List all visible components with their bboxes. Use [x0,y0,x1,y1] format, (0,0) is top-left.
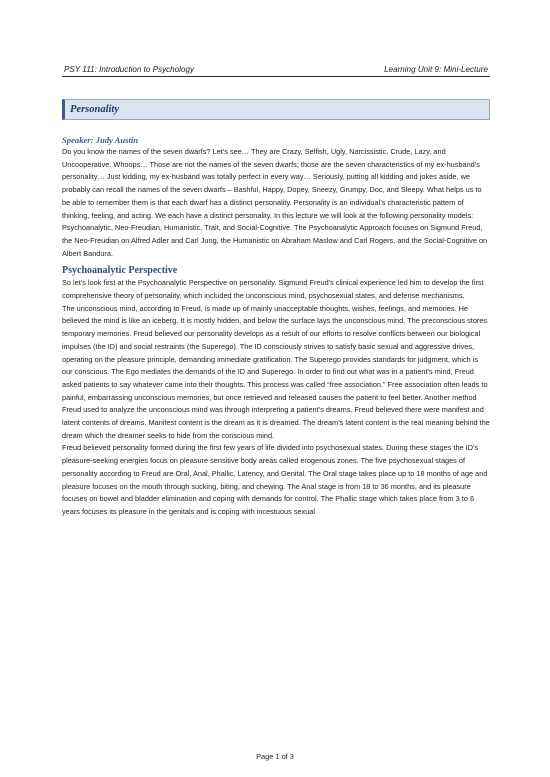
body-paragraph: Freud believed personality formed during the first few years of life divided into psychosexual states. During these stages the ID’s pleasure-seeking energies focus on pleasure sensitive body areas called erogenous zones. The five psychosexual stages of personality according to Freud are Oral, Anal, Phallic, Latency, and Genital. The Oral stage takes place up to 18 months of age and pleasure focuses on the mouth through sucking, biting, and chewing. The Anal stage is from 18 to 36 months, and its pleasure focuses on bowel and bladder elimination and coping with demands for control. The Phallic stage which takes place from 3 to 6 years focuses its pleasure in the genitals and is coping with incestuous sexual [62,443,488,516]
speaker-line: Speaker: Judy Austin [62,135,139,145]
body-paragraph: So let’s look first at the Psychoanalytic Perspective on personality. Sigmund Freud’s clinical experience led him to develop the first comprehensive theory of personality, which included the unconscious mind, psychosexual states, and defense mechanisms. [62,278,484,301]
running-header [62,64,490,77]
intro-paragraph: Do you know the names of the seven dwarfs? Let’s see… They are Crazy, Selfish, Ugly, Narcissistic, Crude, Lazy, and Uncooperative. Whoops… Those are not the names of the seven dwarfs; those are the seven characteristics of my ex-husband’s personality… Just kidding, my ex-husband was totally perfect in every way… Seriously, putting all kidding and jokes aside, we probably can recall the names of the seven dwarfs – Bashful, Happy, Dopey, Sneezy, Grumpy, Doc, and Sleepy. What helps us to be able to remember them is that each dwarf has a distinct personality. Personality is an individual’s characteristic pattern of thinking, feeling, and acting. We each have a distinct personality. In this lecture we will look at the following personality models: Psychoanalytic, Neo-Freudian, Humanistic, Trait, and Social-Cognitive. The Psychoanalytic Approach focuses on Sigmund Freud, the Neo-Freudian on Alfred Adler and Carl Jung, the Humanistic on Abraham Maslow and Carl Rogers, and the Social-Cognitive on Albert Bandura. [62,147,488,258]
document-page [62,64,490,519]
section-title: Personality [62,99,490,120]
subsection-title: Psychoanalytic Perspective [62,265,178,277]
body-paragraph: The unconscious mind, according to Freud, is made up of mainly unacceptable thoughts, wishes, feelings, and memories. He believed the mind is like an iceberg. It is mostly hidden, and below the surface lays the unconscious mind. The preconscious stores temporary memories. Freud believed our personality develops as a result of our efforts to resolve conflicts between our biological impulses (the ID) and social restraints (the Superego). The ID consciously strives to satisfy basic sexual and aggressive drives, operating on the pleasure principle, demanding immediate gratification. The Superego provides standards for judgment, which is our conscious. The Ego mediates the demands of the ID and Superego. In order to find out what was in a patient’s mind, Freud asked patients to say whatever came into their thoughts. This process was called “free association.” Free association often leads to painful, embarrassing unconscious memories, but once retrieved and released causes the patient to feel better. Another method Freud used to analyze the unconscious mind was through interpreting a patient’s dreams. Freud believed there were manifest and latent contents of dreams. Manifest content is the dream as it is dreamed. The dream’s latent content is the real meaning behind the dream which the dreamer seeks to hide from the conscious mind. [62,303,490,440]
unit-title: Learning Unit 9: Mini-Lecture [384,65,488,74]
course-title: PSY 111: Introduction to Psychology [64,65,195,74]
page-footer: Page 1 of 3 [256,752,294,761]
